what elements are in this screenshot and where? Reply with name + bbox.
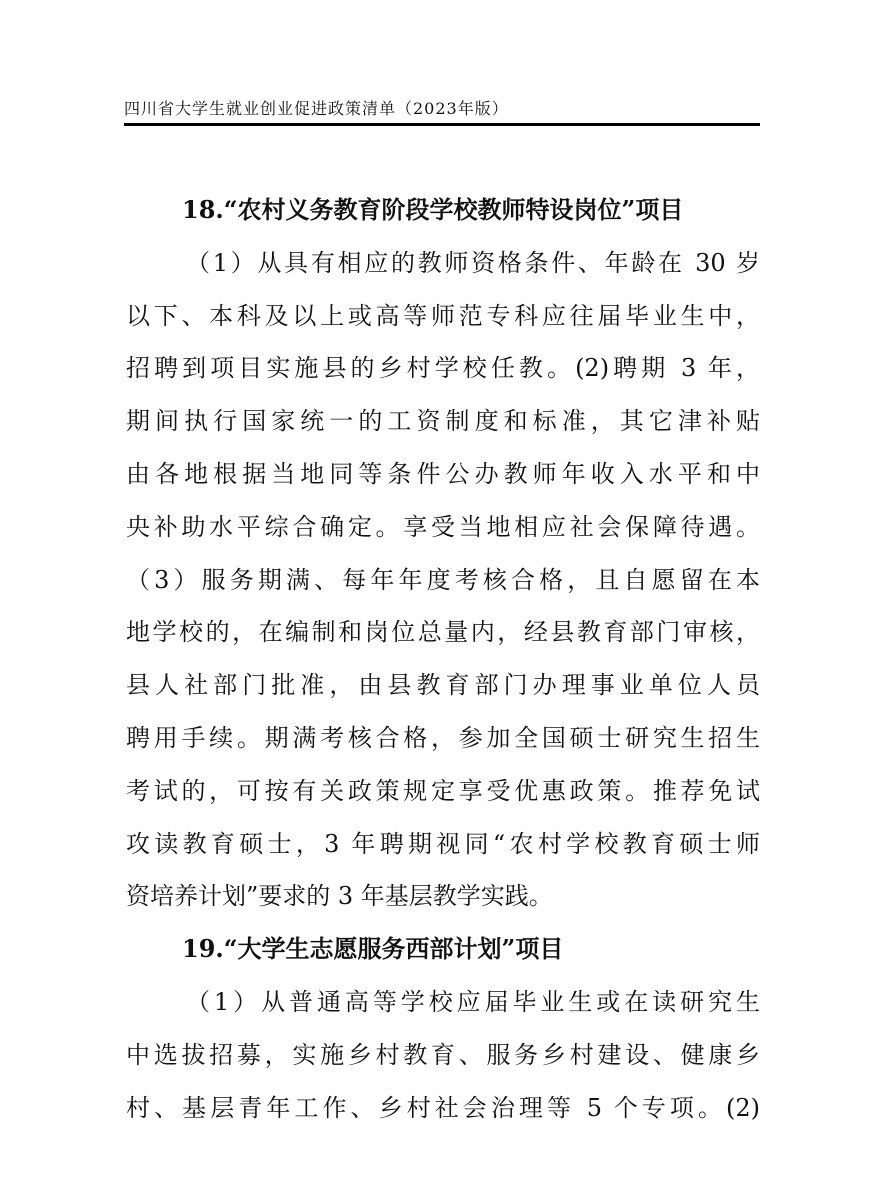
section-18-line: 县人社部门批准，由县教育部门办理事业单位人员 [126, 671, 760, 700]
section-18-line: （3）服务期满、每年年度考核合格，且自愿留在本 [126, 565, 760, 594]
section-19-line: 村、基层青年工作、乡村社会治理等 5 个专项。(2) [126, 1093, 760, 1122]
section-18-line: 聘用手续。期满考核合格，参加全国硕士研究生招生 [126, 723, 760, 752]
section-18-line: 考试的，可按有关政策规定享受优惠政策。推荐免试 [126, 776, 760, 805]
section-18-line: 地学校的，在编制和岗位总量内，经县教育部门审核， [126, 618, 760, 647]
section-19-line: （1）从普通高等学校应届毕业生或在读研究生 [186, 987, 760, 1016]
section-18-line: 央补助水平综合确定。享受当地相应社会保障待遇。 [126, 512, 760, 541]
section-18-line: 招聘到项目实施县的乡村学校任教。(2)聘期 3 年， [126, 354, 760, 383]
section-19-heading: 19.“大学生志愿服务西部计划”项目 [182, 934, 564, 964]
page-header: 四川省大学生就业创业促进政策清单（2023年版） [124, 99, 509, 118]
section-18-line: 以下、本科及以上或高等师范专科应往届毕业生中， [126, 301, 760, 330]
document-body [126, 184, 760, 1134]
section-18-line: 期间执行国家统一的工资制度和标准，其它津补贴 [126, 407, 760, 436]
section-18-heading: 18.“农村义务教育阶段学校教师特设岗位”项目 [182, 195, 684, 224]
section-18-line: 攻读教育硕士，3 年聘期视同“农村学校教育硕士师 [126, 829, 760, 858]
section-19-line: 中选拔招募，实施乡村教育、服务乡村建设、健康乡 [126, 1040, 760, 1069]
section-18-line: 资培养计划”要求的 3 年基层教学实践。 [126, 882, 553, 911]
section-18-line: （1）从具有相应的教师资格条件、年龄在 30 岁 [186, 248, 760, 277]
header-divider [124, 123, 760, 126]
section-18-line: 由各地根据当地同等条件公办教师年收入水平和中 [126, 459, 760, 488]
